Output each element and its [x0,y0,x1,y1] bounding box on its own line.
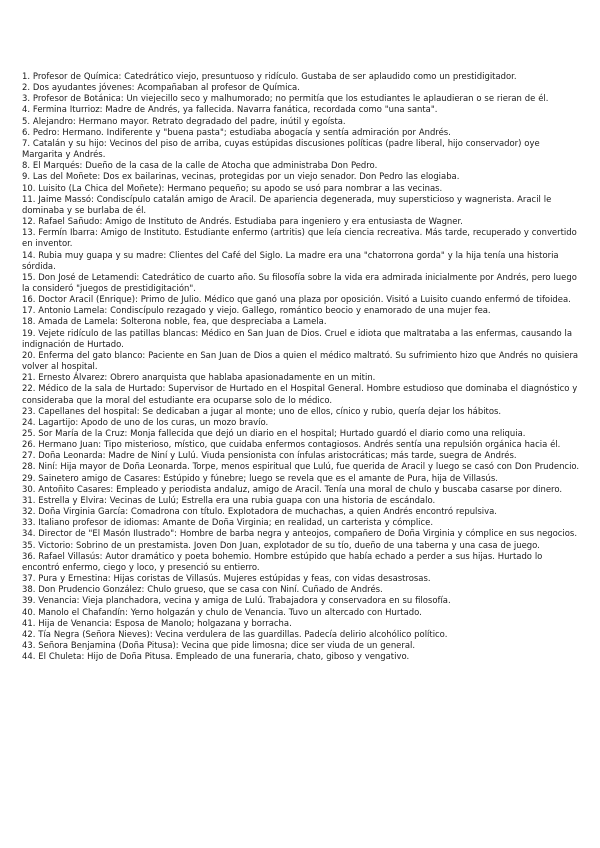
list-item: 42. Tía Negra (Señora Nieves): Vecina verdulera de las guardillas. Padecía delirio alcohólico político. [22,628,448,639]
list-item: 39. Venancia: Vieja planchadora, vecina y amiga de Lulú. Trabajadora y conservadora en su filosofía. [22,595,451,606]
character-list [22,71,582,662]
list-item: 23. Capellanes del hospital: Se dedicaban a jugar al monte; uno de ellos, cínico y rubio, quería dejar los hábitos. [22,405,502,416]
list-item: 18. Amada de Lamela: Solterona noble, fea, que despreciaba a Lamela. [22,316,327,327]
list-item: 25. Sor María de la Cruz: Monja fallecida que dejó un diario en el hospital; Hurtado guardó el diario como una reliquia. [22,428,526,438]
list-item: 26. Hermano Juan: Tipo misterioso, místico, que cuidaba enfermos contagiosos. Andrés sentía una repulsión orgánica hacia él. [22,439,561,450]
list-item: 31. Estrella y Elvira: Vecinas de Lulú; Estrella era una rubia guapa con una historia de escándalo. [22,494,436,505]
list-item: 22. Médico de la sala de Hurtado: Supervisor de Hurtado en el Hospital General. Hombre estudioso que dominaba el diagnóstico y consideraba que la moral del estudiante era ocuparse solo de lo médico. [22,383,578,405]
list-item: 40. Manolo el Chafandín: Yerno holgazán y chulo de Venancia. Tuvo un altercado con Hurtado. [22,606,422,617]
list-item: 10. Luisito (La Chica del Moñete): Hermano pequeño; su apodo se usó para nombrar a las vecinas. [22,182,443,193]
list-item: 13. Fermín Ibarra: Amigo de Instituto. Estudiante enfermo (artritis) que leía ciencia recreativa. Más tarde, recuperado y convertido en inventor. [22,227,577,249]
list-item: 15. Don José de Letamendi: Catedrático de cuarto año. Su filosofía sobre la vida era admirada inicialmente por Andrés, pero luego la consideró "juegos de prestidigitación". [22,271,577,293]
list-item: 2. Dos ayudantes jóvenes: Acompañaban al profesor de Química. [22,82,300,93]
list-item: 16. Doctor Aracil (Enrique): Primo de Julio. Médico que ganó una plaza por oposición. Visitó a Luisito cuando enfermó de tifoidea. [22,294,571,305]
list-item: 35. Victorio: Sobrino de un prestamista. Joven Don Juan, explotador de su tío, dueño de una taberna y una casa de juego. [22,539,540,550]
list-item: 6. Pedro: Hermano. Indiferente y "buena pasta"; estudiaba abogacía y sentía admiración por Andrés. [22,126,451,137]
list-item: 9. Las del Moñete: Dos ex bailarinas, vecinas, protegidas por un viejo senador. Don Pedro las elogiaba. [22,171,460,182]
list-item: 38. Don Prudencio González: Chulo grueso, que se casa con Niní. Cuñado de Andrés. [22,584,383,595]
list-item: 17. Antonio Lamela: Condiscípulo rezagado y viejo. Gallego, romántico beocio y enamorado de una mujer fea. [22,305,491,316]
list-item: 11. Jaime Massó: Condiscípulo catalán amigo de Aracil. De apariencia degenerada, muy supersticioso y wagnerista. Aracil le dominaba y se burlaba de él. [22,193,552,215]
list-item: 5. Alejandro: Hermano mayor. Retrato degradado del padre, inútil y egoísta. [22,115,346,126]
list-item: 7. Catalán y su hijo: Vecinos del piso de arriba, cuyas estúpidas discusiones políticas (padre liberal, hijo conservador) oye Margarita y Andrés. [22,137,540,160]
list-item: 30. Antoñito Casares: Empleado y periodista andaluz, amigo de Aracil. Tenía una moral de chulo y buscaba casarse por dinero. [22,483,563,494]
list-item: 3. Profesor de Botánica: Un viejecillo seco y malhumorado; no permitía que los estudiantes le aplaudieran o se rieran de él. [22,93,549,104]
list-item: 19. Vejete ridículo de las patillas blancas: Médico en San Juan de Dios. Cruel e idiota que maltrataba a las enfermas, causando la indignación de Hurtado. [22,327,573,349]
list-item: 4. Fermina Iturrioz: Madre de Andrés, ya fallecida. Navarra fanática, recordada como "una santa". [22,104,438,115]
list-item: 29. Sainetero amigo de Casares: Estúpido y fúnebre; luego se revela que es el amante de Pura, hija de Villasús. [22,472,498,483]
list-item: 33. Italiano profesor de idiomas: Amante de Doña Virginia; en realidad, un carterista y cómplice. [22,517,434,528]
list-item: 34. Director de "El Masón Ilustrado": Hombre de barba negra y anteojos, compañero de Doña Virginia y cómplice en sus negocios. [22,528,578,539]
list-item: 41. Hija de Venancia: Esposa de Manolo; holgazana y borracha. [22,617,292,628]
list-item: 20. Enferma del gato blanco: Paciente en San Juan de Dios a quien el médico maltrató. Su sufrimiento hizo que Andrés no quisiera volver al hospital. [22,349,579,372]
list-item: 44. El Chuleta: Hijo de Doña Pitusa. Empleado de una funeraria, chato, giboso y vengativo. [22,651,410,662]
list-item: 43. Señora Benjamina (Doña Pitusa): Vecina que pide limosna; dice ser viuda de un general. [22,639,416,650]
list-item: 27. Doña Leonarda: Madre de Niní y Lulú. Viuda pensionista con ínfulas aristocráticas; más tarde, suegra de Andrés. [22,450,517,461]
list-item: 32. Doña Virginia García: Comadrona con título. Explotadora de muchachas, a quien Andrés encontró repulsiva. [22,506,497,517]
list-item: 28. Niní: Hija mayor de Doña Leonarda. Torpe, menos espiritual que Lulú, fue querida de Aracil y luego se casó con Don Prudencio. [22,461,580,472]
list-item: 24. Lagartijo: Apodo de uno de los curas, un mozo bravío. [22,416,269,427]
list-item: 36. Rafael Villasús: Autor dramático y poeta bohemio. Hombre estúpido que había echado a perder a sus hijas. Hurtado lo encontró enfermo, ciego y loco, y presenció su entierro. [22,550,543,572]
list-item: 8. El Marqués: Dueño de la casa de la calle de Atocha que administraba Don Pedro. [22,160,378,171]
list-item: 37. Pura y Ernestina: Hijas coristas de Villasús. Mujeres estúpidas y feas, con vidas desastrosas. [22,573,431,584]
list-item: 14. Rubia muy guapa y su madre: Clientes del Café del Siglo. La madre era una "chatorrona gorda" y la hija tenía una historia sórdida. [22,249,559,271]
list-item: 1. Profesor de Química: Catedrático viejo, presuntuoso y ridículo. Gustaba de ser aplaudido como un prestidigitador. [22,71,517,81]
list-item: 12. Rafael Sañudo: Amigo de Instituto de Andrés. Estudiaba para ingeniero y era entusiasta de Wagner. [22,216,463,227]
list-item: 21. Ernesto Álvarez: Obrero anarquista que hablaba apasionadamente en un mitin. [22,372,376,383]
